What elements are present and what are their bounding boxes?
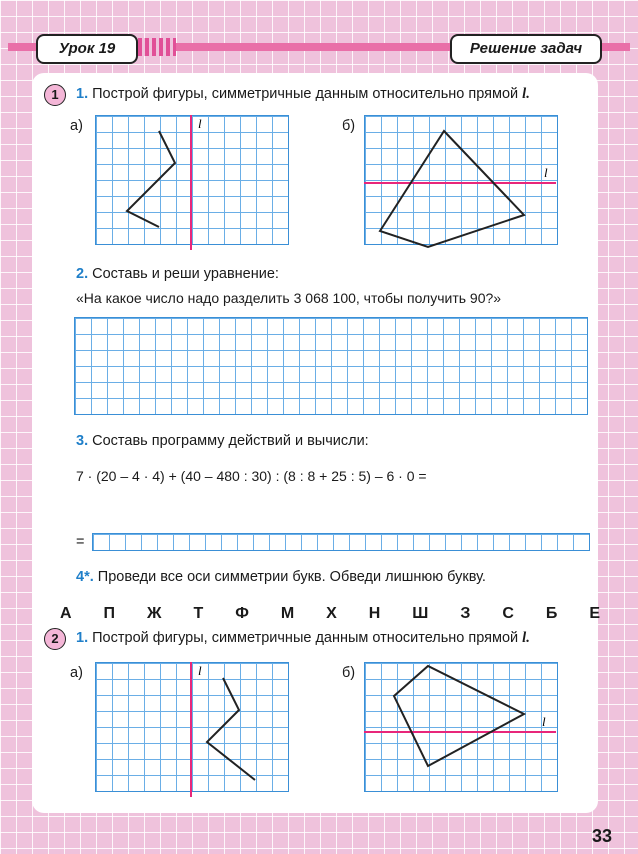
page-number: 33 — [592, 826, 613, 846]
line-variable: l. — [522, 86, 530, 102]
figure-2b — [364, 662, 556, 790]
header-stripes — [138, 38, 176, 56]
topic-title: Решение задач — [450, 34, 602, 64]
task-1-1 — [76, 86, 530, 103]
section-2-number: 2 — [44, 628, 66, 650]
figure-1a — [95, 115, 287, 243]
section-1-number: 1 — [44, 84, 66, 106]
task-number: 1. — [76, 630, 89, 646]
answer-prefix: = — [76, 534, 85, 550]
part-a-label: а) — [70, 665, 83, 681]
axis-label-1a: l — [198, 116, 202, 131]
letter: П — [103, 605, 116, 622]
task-text: Составь и реши уравнение: — [92, 266, 279, 282]
letter: Ж — [147, 605, 162, 622]
task-text: Построй фигуры, симметричные данным относительно прямой — [92, 630, 519, 646]
letter: Ф — [235, 605, 249, 622]
task-2-1 — [76, 630, 530, 647]
part-b-label: б) — [342, 665, 356, 681]
letter: Х — [326, 605, 337, 622]
letter: А — [60, 605, 72, 622]
part-b-label: б) — [342, 118, 356, 134]
task-number: 3. — [76, 433, 89, 449]
task-1-3 — [76, 433, 369, 449]
task-1-2-quote: «На какое число надо разделить 3 068 100, чтобы получить 90?» — [76, 290, 502, 306]
task-1-4 — [76, 569, 486, 585]
letter: З — [460, 605, 471, 622]
letter: С — [502, 605, 514, 622]
letter: Т — [193, 605, 204, 622]
task-1-2 — [76, 266, 279, 282]
letter: М — [280, 605, 295, 622]
axis-label-2b: l — [542, 714, 546, 729]
task-text: Построй фигуры, симметричные данным относительно прямой — [92, 86, 519, 102]
axis-label-1b: l — [544, 165, 548, 180]
figure-1b — [364, 115, 556, 243]
letter: Е — [589, 605, 600, 622]
task-text: Проведи все оси симметрии букв. Обведи лишнюю букву. — [97, 569, 486, 585]
letter: Н — [368, 605, 381, 622]
grid-answer — [92, 533, 590, 551]
task-text: Составь программу действий и вычисли: — [92, 433, 369, 449]
line-variable: l. — [522, 630, 530, 646]
axis-label-2a: l — [198, 663, 202, 678]
task-number: 1. — [76, 86, 89, 102]
lesson-title: Урок 19 — [36, 34, 138, 64]
expression: 7 · (20 – 4 · 4) + (40 – 480 : 30) : (8 : 8 + 25 : 5) – 6 · 0 = — [76, 468, 427, 484]
letters-row — [60, 605, 600, 623]
letter: Ш — [412, 605, 429, 622]
figure-2a — [95, 662, 287, 790]
part-a-label: а) — [70, 118, 83, 134]
grid-equation — [74, 317, 588, 415]
task-number: 4*. — [76, 569, 94, 585]
letter: Б — [545, 605, 558, 622]
task-number: 2. — [76, 266, 89, 282]
